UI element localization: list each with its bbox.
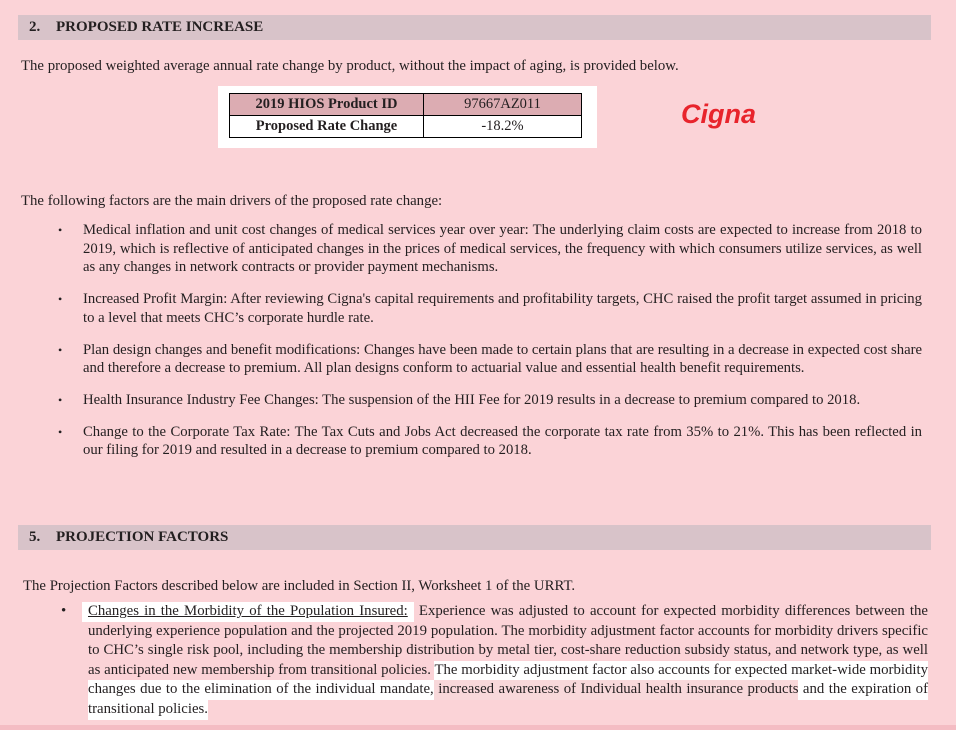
bullet-icon: • [58,223,63,237]
bullet-text-corporate-tax: Change to the Corporate Tax Rate: The Tax Cuts and Jobs Act decreased the corporate tax rate from 35% to 21%. This has been reflected in our filing for 2019 and resulted in a decrease to premium compared to 2018. [83,423,922,459]
cigna-logo: Cigna [681,99,757,129]
list-item [56,423,922,460]
page-bottom-edge-strip [0,725,956,730]
list-item [56,221,922,277]
bullet-icon: • [58,342,63,357]
proposed-rate-change-label: Proposed Rate Change [230,116,424,138]
section-number: 2. [29,19,41,35]
table-row-rate-change [230,116,582,138]
rate-table [229,93,582,138]
rate-table-container [218,86,597,148]
section-title: PROPOSED RATE INCREASE [56,19,264,35]
morbidity-body-text: Experience was adjusted to account for expected morbidity differences between the underlying experience population and the projected 2019 population. The morbidity adjustment factor accounts for morbidity drivers specific to CHC’s single risk pool, including the membership distribution by metal tier, cost-share reduction subsidy status, and network type, as well as anticipated new membership from transitional policies. [88,603,928,678]
proposed-rate-change-value: -18.2% [424,116,582,138]
bullet-icon: • [61,603,67,619]
rate-intro-paragraph: The proposed weighted average annual rate change by product, without the impact of aging, is provided below. [21,58,679,74]
section-number: 5. [29,529,41,545]
projection-intro-paragraph: The Projection Factors described below are included in Section II, Worksheet 1 of the URRT. [23,578,576,594]
bullet-text-medical-inflation: Medical inflation and unit cost changes of medical services year over year: The underlying claim costs are expected to increase from 2018 to 2019, which is reflective of anticipated changes in the prices of medical services, the frequency with which consumers utilize services, as well as any changes in network contracts or provider payment mechanisms. [83,222,922,276]
bullet-icon: • [58,392,63,407]
bullet-text-hii-fee: Health Insurance Industry Fee Changes: The suspension of the HII Fee for 2019 results in a decrease to premium compared to 2018. [83,391,861,408]
drivers-bullet-list [56,221,922,473]
list-item [56,290,922,327]
bullet-icon: • [58,424,63,439]
list-item [56,341,922,378]
drivers-intro-paragraph: The following factors are the main drivers of the proposed rate change: [21,193,443,209]
highlighted-text-increased-awareness: increased awareness of Individual health insurance products [434,680,799,700]
bullet-icon: • [58,292,63,307]
hios-product-id-value: 97667AZ011 [424,94,582,116]
list-item [56,391,922,410]
section-header-projection-factors [18,525,931,550]
section-title: PROJECTION FACTORS [56,529,229,545]
section-header-proposed-rate-increase [18,15,931,40]
morbidity-heading-highlighted: Changes in the Morbidity of the Population Insured: [82,602,414,622]
highlighted-text-individual-mandate: The morbidity adjustment factor also accounts for expected market-wide morbidity changes due to the elimination of the individual mandate, [88,661,928,701]
hios-product-id-label: 2019 HIOS Product ID [230,94,424,116]
bullet-text-plan-design: Plan design changes and benefit modifications: Changes have been made to certain plans that are resulting in a decrease in expected cost share and therefore a decrease to premium. All plan designs conform to actuarial value and essential health benefit requirements. [83,341,922,377]
morbidity-bullet-paragraph [61,602,929,720]
bullet-text-profit-margin: Increased Profit Margin: After reviewing Cigna's capital requirements and profitability targets, CHC raised the profit target assumed in pricing to a level that meets CHC’s corporate hurdle rate. [83,291,922,326]
highlighted-text-transitional-policies: and the expiration of transitional policies. [88,680,928,720]
table-row-product-id [230,94,582,116]
